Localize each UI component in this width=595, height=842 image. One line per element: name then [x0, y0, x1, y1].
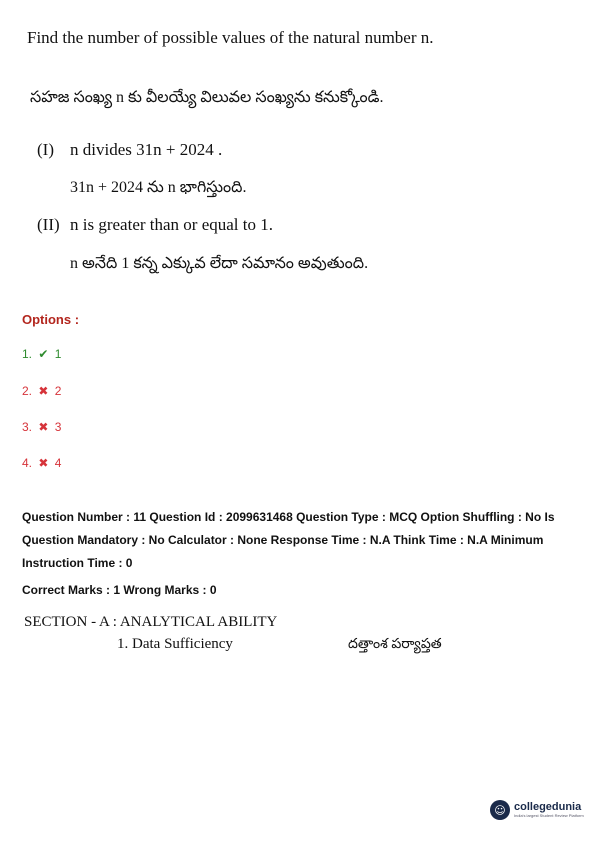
question-meta-line-2: Question Mandatory : No Calculator : None Response Time : N.A Think Time : N.A Minimum — [22, 533, 544, 547]
option-number: 2. — [22, 384, 33, 398]
option-number: 3. — [22, 420, 33, 434]
question-english: Find the number of possible values of the natural number n. — [27, 28, 434, 47]
statement-1-label: (I) — [37, 140, 54, 159]
option-value: 4 — [54, 456, 62, 470]
cross-icon: ✖ — [38, 384, 49, 398]
question-meta-line-1: Question Number : 11 Question Id : 2099631468 Question Type : MCQ Option Shuffling : No Is — [22, 510, 555, 524]
question-telugu: సహజ సంఖ్య n కు వీలయ్యే విలువల సంఖ్యను కనుక్కోండి. — [30, 89, 384, 106]
check-icon: ✔ — [38, 347, 49, 361]
option-2 — [22, 384, 61, 398]
section-title: SECTION - A : ANALYTICAL ABILITY — [24, 614, 278, 630]
subsection-title-telugu: దత్తాంశ పర్యాప్తత — [348, 637, 442, 652]
option-value: 1 — [54, 347, 62, 361]
option-value: 3 — [54, 420, 62, 434]
option-value: 2 — [54, 384, 62, 398]
logo-tagline: India's largest Student Review Platform — [514, 813, 584, 818]
statement-2-english: n is greater than or equal to 1. — [70, 215, 273, 234]
collegedunia-logo — [490, 800, 584, 820]
logo-name: collegedunia — [514, 801, 582, 813]
mascot-icon: ☺ — [490, 800, 510, 820]
option-3 — [22, 420, 61, 434]
option-4 — [22, 456, 61, 470]
marks-info: Correct Marks : 1 Wrong Marks : 0 — [22, 583, 217, 597]
options-title: Options : — [22, 312, 80, 327]
cross-icon: ✖ — [38, 420, 49, 434]
statement-2-label: (II) — [37, 215, 60, 234]
option-1 — [22, 347, 61, 361]
option-number: 4. — [22, 456, 33, 470]
statement-1-telugu: 31n + 2024 ను n భాగిస్తుంది. — [70, 179, 247, 196]
question-meta-line-3: Instruction Time : 0 — [22, 556, 133, 570]
cross-icon: ✖ — [38, 456, 49, 470]
subsection-title: 1. Data Sufficiency — [117, 636, 233, 652]
statement-1-english: n divides 31n + 2024 . — [70, 140, 223, 159]
option-number: 1. — [22, 347, 33, 361]
statement-2-telugu: n అనేది 1 కన్న ఎక్కువ లేదా సమానం అవుతుంది. — [70, 255, 369, 272]
